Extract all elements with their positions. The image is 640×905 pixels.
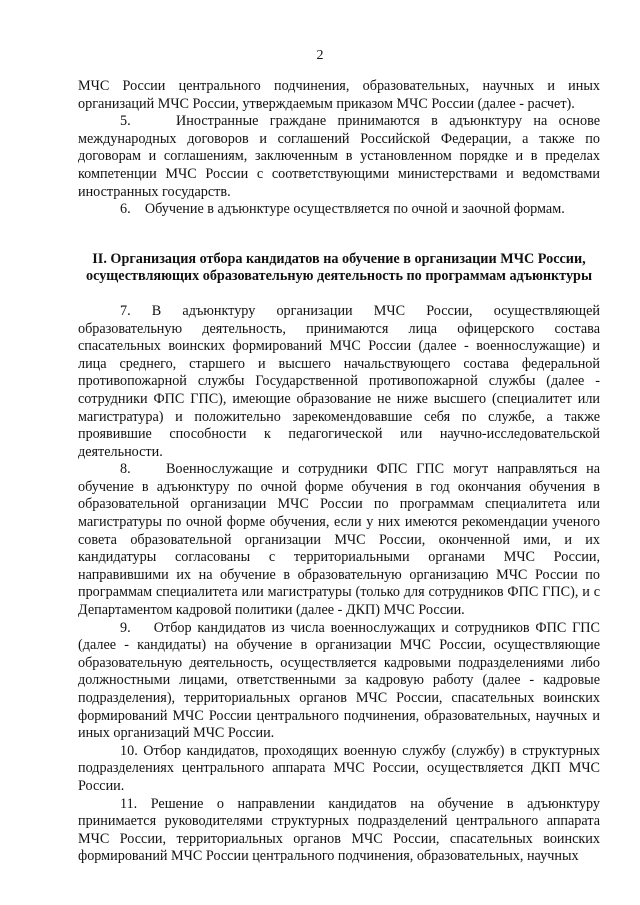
paragraph-7: 7. В адъюнктуру организации МЧС России, осуществляющей образовательную деятельность, принимаются лица офицерского состава спасательных воинских формирований МЧС России (далее - военнослужащие) и лица среднего, старшего и высшего начальствующего состава федеральной противопожарной службы Государственной противопожарной службы (далее - сотрудники ФПС ГПС), имеющие образование не ниже высшего (специалитет или магистратура) и положительно зарекомендовавшие себя по службе, а также проявившие способности к педагогической или научно-исследовательской деятельности. (78, 302, 600, 460)
paragraph-continuation: МЧС России центрального подчинения, образовательных, научных и иных организаций МЧС России, утверждаемым приказом МЧС России (далее - расчет). (78, 78, 600, 112)
paragraph-5: 5. Иностранные граждане принимаются в адъюнктуру на основе международных договоров и соглашений Российской Федерации, а также по договорам и соглашениям, заключенным в установленном порядке и в пределах компетенции МЧС России с соответствующими министерствами и ведомствами иностранных государств. (78, 113, 600, 200)
paragraph-6: 6. Обучение в адъюнктуре осуществляется по очной и заочной формам. (120, 201, 565, 218)
paragraph-8: 8. Военнослужащие и сотрудники ФПС ГПС могут направляться на обучение в адъюнктуру по очной форме обучения в год окончания обучения в образовательной организации МЧС России по программам специалитета или магистратуры по очной форме обучения, если у них имеются рекомендации ученого совета образовательной организации МЧС России, оконченной ими, и их кандидатуры согласованы с территориальными органами МЧС России, направившими их на обучение в образовательную организацию МЧС России по программам специалитета или магистратуры (только для сотрудников ФПС ГПС), и с Департаментом кадровой политики (далее - ДКП) МЧС России. (78, 461, 600, 619)
paragraph-9: 9. Отбор кандидатов из числа военнослужащих и сотрудников ФПС ГПС (далее - кандидаты) на обучение в организации МЧС России, осуществляющие образовательную деятельность, осуществляется кадровыми подразделениями либо должностными лицами, ответственными за кадровую работу (далее - кадровые подразделения), территориальных органов МЧС России, спасательных воинских формирований МЧС России центрального подчинения, образовательных, научных и иных организаций МЧС России. (78, 619, 600, 742)
paragraph-11: 11. Решение о направлении кандидатов на обучение в адъюнктуру принимается руководителями структурных подразделений центрального аппарата МЧС России, территориальных органов МЧС России, спасательных воинских формирований МЧС России центрального подчинения, образовательных, научных (78, 795, 600, 865)
section-heading: II. Организация отбора кандидатов на обучение в организации МЧС России, осуществляющих образовательную деятельность по программам адъюнктуры (85, 250, 593, 285)
paragraph-10: 10. Отбор кандидатов, проходящих военную службу (службу) в структурных подразделениях центрального аппарата МЧС России, осуществляется ДКП МЧС России. (78, 742, 600, 794)
page-number: 2 (316, 48, 324, 63)
document-body (78, 78, 600, 866)
